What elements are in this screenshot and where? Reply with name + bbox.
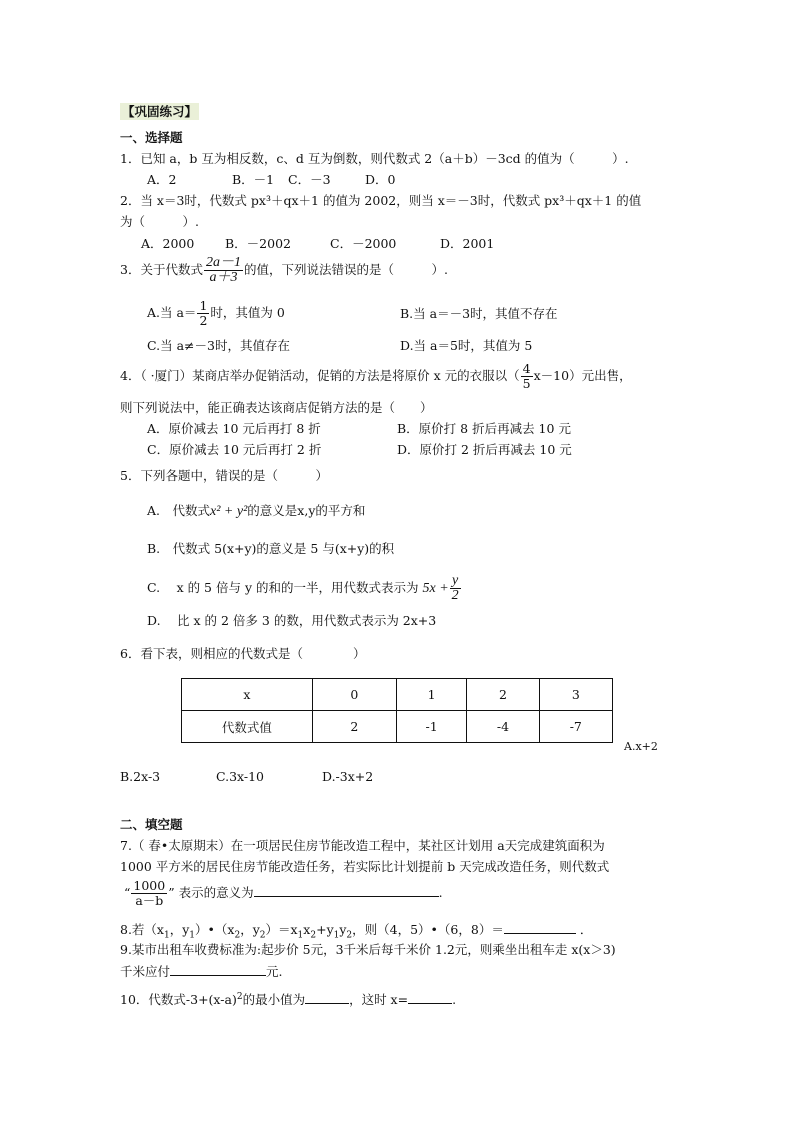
q1-option-b: B．－1 — [232, 172, 275, 187]
q10-answer-blank-1[interactable] — [305, 991, 349, 1004]
table-cell: 3 — [539, 679, 612, 711]
table-row — [182, 679, 613, 711]
q8-answer-blank[interactable] — [504, 921, 576, 934]
q4-line1: 4．（ ·厦门）某商店举办促销活动，促销的方法是将原价 x 元的衣服以（ $\frac{4}{5}$ x－10）元出售， — [120, 361, 632, 391]
q3-option-c: C.当 a≠－3时，其值存在 — [147, 338, 290, 353]
q7-answer-blank[interactable] — [254, 884, 439, 897]
q1-option-a: A．2 — [147, 172, 177, 187]
value-table — [181, 678, 613, 743]
q2-option-a: A．2000 — [141, 236, 195, 251]
table-cell: 2 — [467, 679, 539, 711]
q2-option-b: B．－2002 — [225, 236, 291, 251]
q3-option-a: A.当 a＝ $\frac{1}{2}$ 时，其值为 0 — [147, 298, 285, 328]
q5-option-d: D. 比 x 的 2 倍多 3 的数，用代数式表示为 2x+3 — [147, 613, 437, 628]
q10-answer-blank-2[interactable] — [408, 991, 452, 1004]
q5-stem: 5．下列各题中，错误的是（ ） — [120, 468, 328, 483]
q9-answer-blank[interactable] — [170, 963, 266, 976]
q2-option-c: C．－2000 — [330, 236, 397, 251]
q2-line1: 2．当 x＝3时，代数式 px³＋qx＋1 的值为 2002，则当 x＝－3时，代数式 px³＋qx＋1 的值 — [120, 193, 642, 208]
q3-option-d: D.当 a＝5时，其值为 5 — [400, 338, 533, 353]
q2-option-d: D．2001 — [440, 236, 495, 251]
table-cell: 代数式值 — [182, 711, 313, 743]
table-cell: -4 — [467, 711, 539, 743]
q7-line1: 7.（ 春•太原期末）在一项居民住房节能改造工程中，某社区计划用 a天完成建筑面积为 — [120, 838, 605, 853]
q9-line2: 千米应付 元. — [120, 964, 283, 979]
section-title-choice: 一、选择题 — [120, 130, 183, 145]
table-row — [182, 711, 613, 743]
table-cell: 2 — [312, 711, 396, 743]
q1-option-c: C．－3 — [288, 172, 331, 187]
table-cell: -1 — [396, 711, 466, 743]
q8-line: 8.若（$x_1$，$y_1)•(x_2$，$y_2)=x_1x_2+y_1y_2$，则（4，5）•（6，8）＝ ． — [120, 922, 593, 941]
q4-option-a: A．原价减去 10 元后再打 8 折 — [147, 421, 321, 436]
q2-line2: 为（ ）. — [120, 214, 199, 229]
q6-option-b: B.2x-3 — [120, 769, 161, 784]
table-cell: 0 — [312, 679, 396, 711]
table-cell: 1 — [396, 679, 466, 711]
q3-stem: 3．关于代数式 $\frac{2a-1}{a+3}$ 的值，下列说法错误的是（ ）. — [120, 255, 448, 285]
q4-option-b: B．原价打 8 折后再减去 10 元 — [397, 421, 571, 436]
q6-option-a: A.x+2 — [624, 740, 658, 753]
q7-line3: “ $\frac{1000}{a-b}$ ” 表示的意义为 . — [124, 878, 443, 908]
q1-option-d: D．0 — [365, 172, 396, 187]
q6-option-c: C.3x-10 — [216, 769, 265, 784]
q10-line: 10．代数式$-3+(x-a)^2$的最小值为 ，这时 x= . — [120, 992, 457, 1008]
q4-line2: 则下列说法中，能正确表达该商店促销方法的是（ ） — [120, 400, 433, 415]
q5-option-c: C. x 的 5 倍与 y 的和的一半，用代数式表示为 5x + $\frac{y}{2}$ — [147, 573, 459, 603]
section-title-fill: 二、填空题 — [120, 817, 183, 832]
q4-option-c: C．原价减去 10 元后再打 2 折 — [147, 442, 322, 457]
table-cell: x — [182, 679, 313, 711]
q6-stem: 6．看下表，则相应的代数式是（ ） — [120, 646, 366, 661]
section-badge: 【巩固练习】 — [122, 104, 198, 119]
q1-stem: 1．已知 a，b 互为相反数，c、d 互为倒数，则代数式 2（a＋b）－3cd 的值为（ ）. — [120, 151, 629, 166]
q5-option-b: B. 代数式 5(x+y)的意义是 5 与(x+y)的积 — [147, 541, 395, 556]
q9-line1: 9.某市出租车收费标准为:起步价 5元，3千米后每千米价 1.2元，则乘坐出租车走 x(x＞3) — [120, 942, 616, 957]
table-cell: -7 — [539, 711, 612, 743]
q4-option-d: D．原价打 2 折后再减去 10 元 — [397, 442, 572, 457]
q6-option-d: D.-3x+2 — [322, 769, 374, 784]
q7-line2: 1000 平方米的居民住房节能改造任务，若实际比计划提前 b 天完成改造任务，则代数式 — [120, 859, 610, 874]
q5-option-a: A. 代数式x² + y²的意义是x,y的平方和 — [147, 503, 366, 519]
q3-option-b: B.当 a＝－3时，其值不存在 — [400, 306, 558, 321]
